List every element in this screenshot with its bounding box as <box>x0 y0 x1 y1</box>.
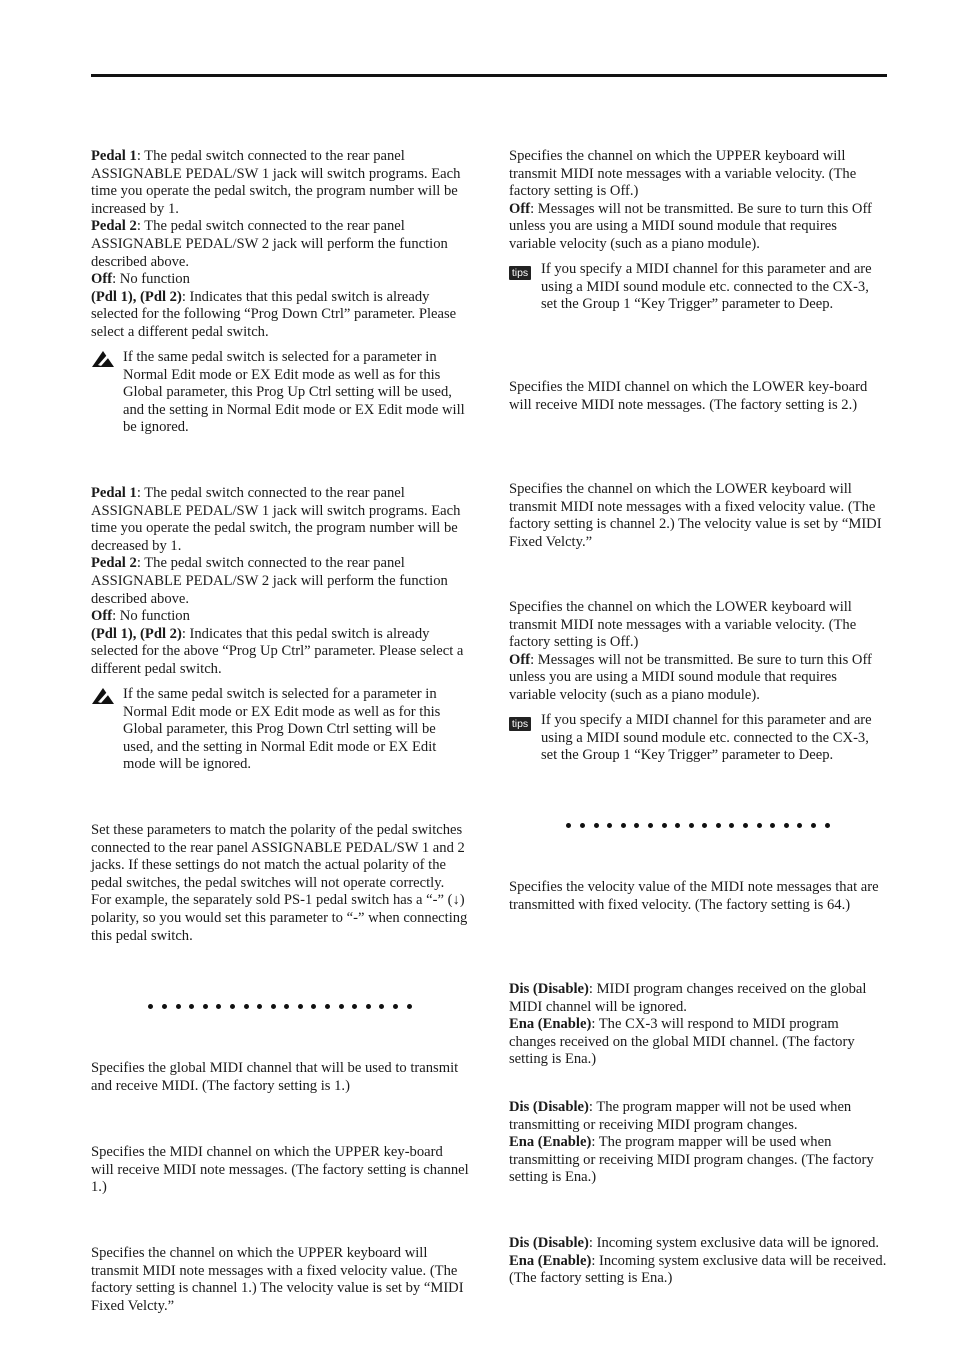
option-pedal2: Pedal 2: The pedal switch connected to the rear panel ASSIGNABLE PEDAL/SW 2 jack will perform the function described above. <box>91 555 448 607</box>
polarity-block: Set these parameters to match the polarity of the pedal switches connected to the rear panel ASSIGNABLE PEDAL/SW 1 and 2 jacks. If these settings do not match the actual polarity of the pedal switches, the pedal switches will not operate correctly. For example, the separately sold PS-1 pedal switch has a “-” (↓) polarity, so you would set this parameter to “-” when connecting this pedal switch. <box>91 822 468 944</box>
left-column <box>91 0 469 1351</box>
upper-var-ch-block: Specifies the channel on which the UPPER keyboard will transmit MIDI note messages with a variable velocity. (The factory setting is Off.) Off: Messages will not be transmitted. Be sure to turn this Off unless you are using a MIDI sound module that requires variable velocity (such as a piano module). <box>509 148 887 254</box>
note-prog-up: If the same pedal switch is selected for a parameter in Normal Edit mode or EX Edit mode as well as for this Global parameter, this Prog Up Ctrl setting will be used, and the setting in Normal Edit mode or EX Edit mode will be ignored. <box>91 349 469 437</box>
option-pdl: (Pdl 1), (Pdl 2): Indicates that this pedal switch is already selected for the above “Prog Up Ctrl” parameter. Please select a different pedal switch. <box>91 625 464 677</box>
option-disable: Dis (Disable): The program mapper will not be used when transmitting or receiving MIDI program changes. <box>509 1099 852 1133</box>
upper-rx-ch-block: Specifies the MIDI channel on which the UPPER key-board will receive MIDI note messages. (The factory setting is channel 1.) <box>91 1144 469 1196</box>
note-prog-down: If the same pedal switch is selected for a parameter in Normal Edit mode or EX Edit mode as well as for this Global parameter, this Prog Down Ctrl setting will be used, and the setting in Normal Edit mode or EX Edit mode will be ignored. <box>91 686 469 774</box>
program-change-block <box>509 981 887 1069</box>
option-enable: Ena (Enable): The CX-3 will respond to MIDI program changes received on the global MIDI channel. (The factory setting is Ena.) <box>509 1016 855 1068</box>
option-off: Off: Messages will not be transmitted. Be sure to turn this Off unless you are using a MIDI sound module that requires variable velocity (such as a piano module). <box>509 651 872 703</box>
option-enable: Ena (Enable): The program mapper will be used when transmitting or receiving MIDI program changes. (The factory setting is Ena.) <box>509 1134 874 1186</box>
option-disable: Dis (Disable): MIDI program changes received on the global MIDI channel will be ignored. <box>509 981 867 1015</box>
pencil-note-icon <box>91 687 115 705</box>
tips-icon: tips <box>509 715 533 733</box>
section-divider-dots <box>509 816 887 834</box>
tip-upper-var: tips If you specify a MIDI channel for this parameter and are using a MIDI sound module etc. connected to the CX-3, set the Group 1 “Key Trigger” parameter to Deep. <box>509 261 887 314</box>
option-disable: Dis (Disable): Incoming system exclusive data will be ignored. <box>509 1235 880 1251</box>
program-mapper-block <box>509 1099 887 1187</box>
lower-rx-ch-block: Specifies the MIDI channel on which the LOWER key-board will receive MIDI note messages. (The factory setting is 2.) <box>509 379 868 413</box>
sysex-block <box>509 1235 887 1288</box>
prog-up-ctrl-block <box>91 148 469 342</box>
right-column <box>509 0 887 1351</box>
option-pedal1: Pedal 1: The pedal switch connected to the rear panel ASSIGNABLE PEDAL/SW 1 jack will switch programs. Each time you operate the pedal switch, the program number will be decreased by 1. <box>91 485 461 554</box>
option-pdl: (Pdl 1), (Pdl 2): Indicates that this pedal switch is already selected for the following “Prog Down Ctrl” parameter. Please select a different pedal switch. <box>91 288 457 340</box>
tip-lower-var: tips If you specify a MIDI channel for this parameter and are using a MIDI sound module etc. connected to the CX-3, set the Group 1 “Key Trigger” parameter to Deep. <box>509 712 887 765</box>
global-midi-ch-block: Specifies the global MIDI channel that will be used to transmit and receive MIDI. (The factory setting is 1.) <box>91 1060 459 1094</box>
section-divider-dots <box>91 997 469 1015</box>
tips-icon: tips <box>509 264 533 282</box>
prog-down-ctrl-block <box>91 485 469 679</box>
lower-fixed-ch-block: Specifies the channel on which the LOWER keyboard will transmit MIDI note messages with a fixed velocity value. (The factory setting is channel 2.) The velocity value is set by “MIDI Fixed Velcty.” <box>509 481 882 550</box>
option-off: Off: No function <box>91 608 190 625</box>
option-enable: Ena (Enable): Incoming system exclusive data will be received. (The factory setting is Ena.) <box>509 1252 887 1287</box>
lower-var-ch-block: Specifies the channel on which the LOWER keyboard will transmit MIDI note messages with a variable velocity. (The factory setting is Off.) Off: Messages will not be transmitted. Be sure to turn this Off unless you are using a MIDI sound module that requires variable velocity (such as a piano module). <box>509 599 887 705</box>
pencil-note-icon <box>91 350 115 368</box>
option-off: Off: No function <box>91 271 190 288</box>
option-pedal1: Pedal 1: The pedal switch connected to the rear panel ASSIGNABLE PEDAL/SW 1 jack will switch programs. Each time you operate the pedal switch, the program number will be increased by 1. <box>91 148 461 217</box>
option-off: Off: Messages will not be transmitted. Be sure to turn this Off unless you are using a MIDI sound module that requires variable velocity (such as a piano module). <box>509 200 872 252</box>
option-pedal2: Pedal 2: The pedal switch connected to the rear panel ASSIGNABLE PEDAL/SW 2 jack will perform the function described above. <box>91 218 448 270</box>
fixed-velocity-block: Specifies the velocity value of the MIDI note messages that are transmitted with fixed velocity. (The factory setting is 64.) <box>509 879 879 913</box>
upper-fixed-ch-block: Specifies the channel on which the UPPER keyboard will transmit MIDI note messages with a fixed velocity value. (The factory setting is channel 1.) The velocity value is set by “MIDI Fixed Velcty.” <box>91 1245 464 1314</box>
